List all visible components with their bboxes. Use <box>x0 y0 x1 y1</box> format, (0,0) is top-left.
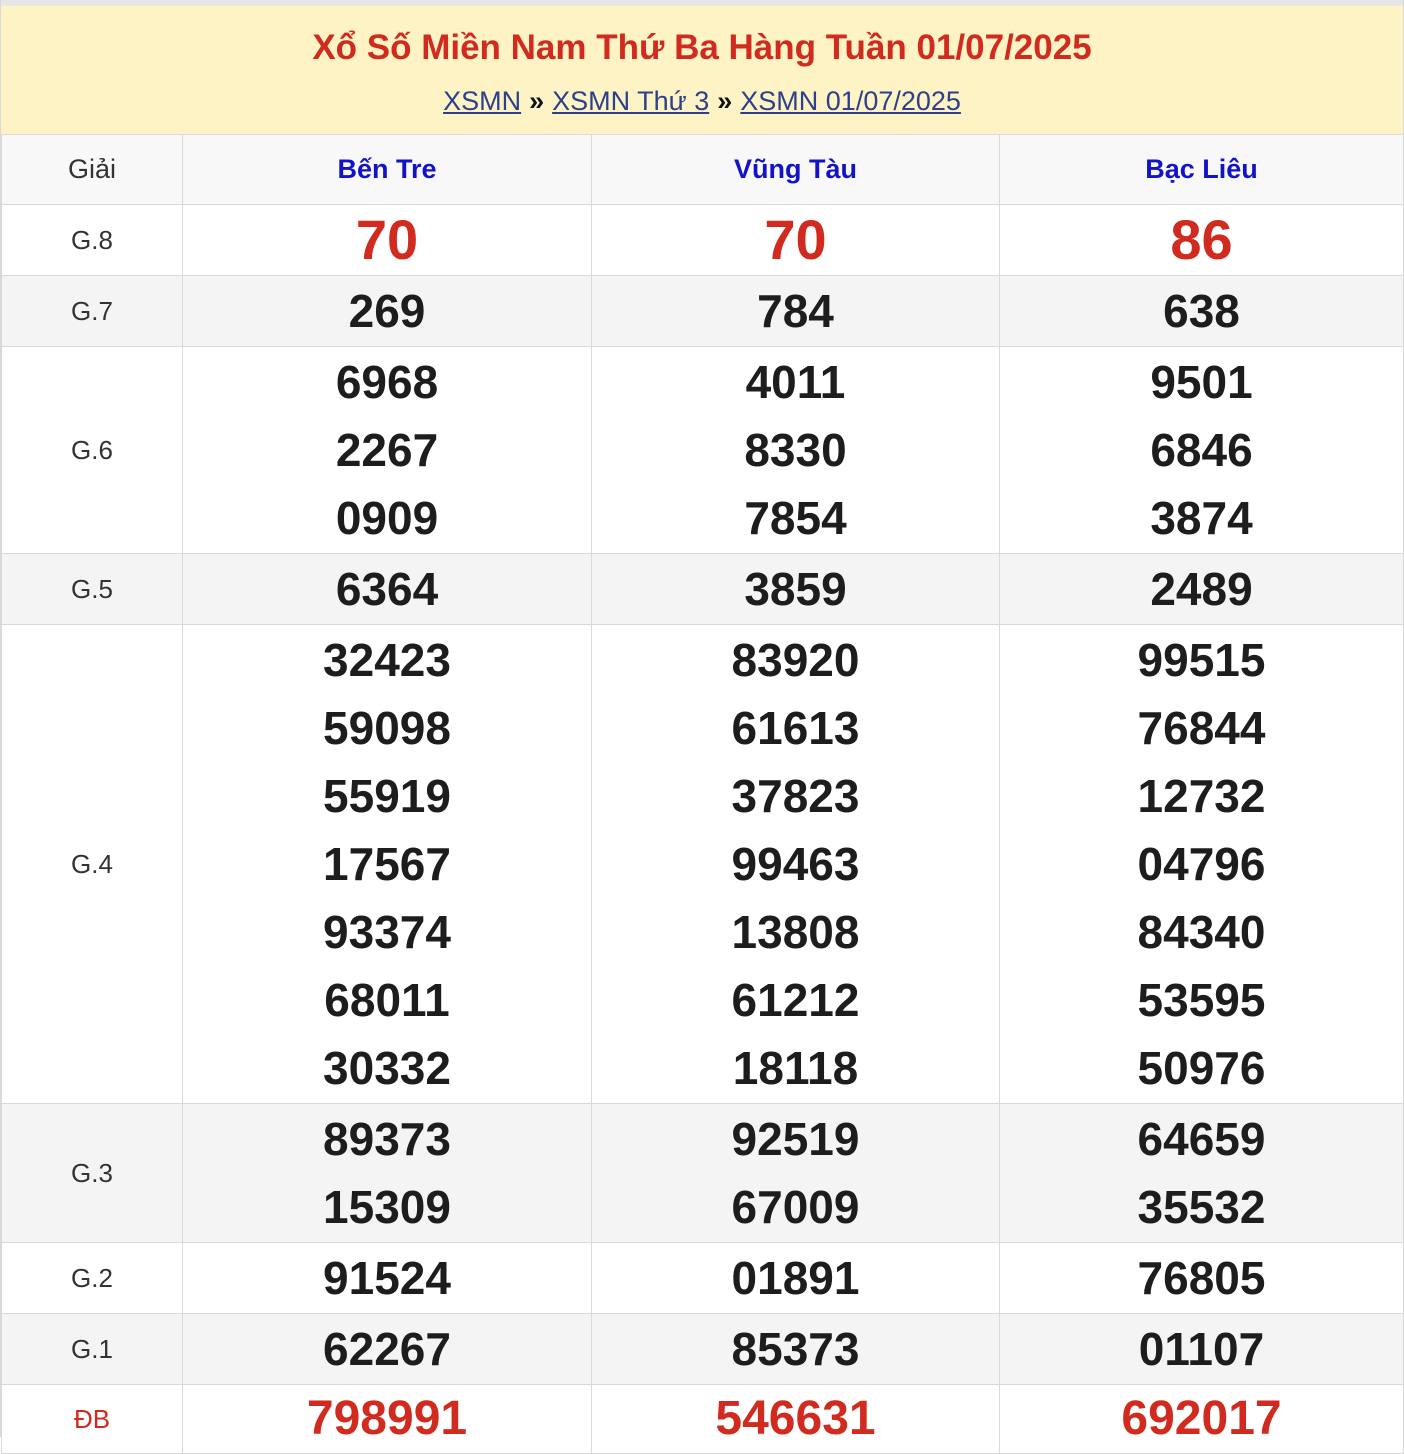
result-cell <box>592 1104 1000 1243</box>
prize-label: G.3 <box>71 1157 113 1188</box>
prize-label-cell <box>2 1104 183 1243</box>
result-cell <box>183 347 592 554</box>
prize-label: G.8 <box>71 224 113 255</box>
result-number: 85373 <box>731 1323 860 1375</box>
province-header-ben-tre <box>183 135 592 205</box>
prize-label: G.2 <box>71 1262 113 1293</box>
result-number: 83920 <box>731 634 860 686</box>
province-link-vung-tau[interactable]: Vũng Tàu <box>734 154 857 184</box>
result-number: 6364 <box>335 563 439 615</box>
result-number: 7854 <box>744 492 847 544</box>
prize-label-cell <box>2 625 183 1104</box>
result-cell <box>183 1243 592 1314</box>
prize-row <box>2 1243 1404 1314</box>
result-number: 70 <box>355 208 419 271</box>
result-number: 8330 <box>744 424 847 476</box>
result-number: 01891 <box>731 1252 860 1304</box>
prize-label-cell <box>2 1243 183 1314</box>
result-cell <box>1000 1314 1404 1385</box>
result-number: 2267 <box>335 424 439 476</box>
results-header <box>1 0 1403 134</box>
result-number: 35532 <box>1137 1181 1266 1233</box>
result-cell <box>183 554 592 625</box>
result-number: 01107 <box>1138 1323 1265 1375</box>
result-cell <box>592 347 1000 554</box>
province-link-ben-tre[interactable]: Bến Tre <box>337 154 437 184</box>
result-cell <box>592 554 1000 625</box>
breadcrumb <box>1 84 1403 118</box>
prize-label: G.4 <box>71 848 113 879</box>
result-number: 18118 <box>732 1042 859 1094</box>
result-number: 92519 <box>731 1113 860 1165</box>
result-number: 37823 <box>731 770 860 822</box>
result-cell <box>1000 276 1404 347</box>
prize-label: G.7 <box>71 295 113 326</box>
prize-label: G.6 <box>71 434 113 465</box>
result-number: 6968 <box>335 356 439 408</box>
prize-row <box>2 347 1404 554</box>
result-number: 99463 <box>731 838 860 890</box>
prize-row <box>2 554 1404 625</box>
table-header-row <box>2 135 1404 205</box>
result-cell <box>183 1385 592 1454</box>
result-number: 6846 <box>1150 424 1253 476</box>
result-number: 84340 <box>1137 906 1266 958</box>
prize-label: G.5 <box>71 573 113 604</box>
breadcrumb-link-xsmn-thu-3[interactable]: XSMN Thứ 3 <box>552 86 710 116</box>
province-link-bac-lieu[interactable]: Bạc Liêu <box>1145 154 1258 184</box>
result-number: 692017 <box>1121 1392 1282 1445</box>
result-number: 32423 <box>323 634 451 686</box>
prize-row <box>2 1385 1404 1454</box>
prize-column-header-label: Giải <box>67 154 116 184</box>
result-number: 70 <box>764 208 827 271</box>
result-number: 64659 <box>1137 1113 1266 1165</box>
result-number: 04796 <box>1137 838 1266 890</box>
result-cell <box>592 1385 1000 1454</box>
result-cell <box>1000 1104 1404 1243</box>
result-cell <box>592 1314 1000 1385</box>
result-number: 3874 <box>1150 492 1253 544</box>
result-cell <box>183 1104 592 1243</box>
breadcrumb-link-xsmn-date[interactable]: XSMN 01/07/2025 <box>740 86 961 116</box>
result-number: 17567 <box>323 838 451 890</box>
result-cell <box>592 276 1000 347</box>
result-cell <box>183 1314 592 1385</box>
prize-row <box>2 205 1404 276</box>
result-number: 798991 <box>306 1392 468 1445</box>
result-number: 30332 <box>323 1042 451 1094</box>
result-number: 784 <box>757 285 834 337</box>
result-cell <box>592 205 1000 276</box>
result-cell <box>183 625 592 1104</box>
prize-label-cell <box>2 205 183 276</box>
result-number: 2489 <box>1150 563 1253 615</box>
result-number: 53595 <box>1137 974 1266 1026</box>
result-number: 61212 <box>731 974 860 1026</box>
breadcrumb-link-xsmn[interactable]: XSMN <box>443 86 522 116</box>
prize-column-header <box>2 135 183 205</box>
results-table <box>1 134 1404 1454</box>
result-number: 13808 <box>731 906 860 958</box>
result-cell <box>592 625 1000 1104</box>
prize-label-cell <box>2 347 183 554</box>
prize-row <box>2 1104 1404 1243</box>
prize-label-cell <box>2 276 183 347</box>
prize-row <box>2 1314 1404 1385</box>
page-title: Xổ Số Miền Nam Thứ Ba Hàng Tuần 01/07/2025 <box>312 28 1092 67</box>
result-number: 86 <box>1170 208 1233 271</box>
result-number: 4011 <box>745 356 846 408</box>
result-number: 67009 <box>731 1181 860 1233</box>
result-number: 93374 <box>323 906 451 958</box>
result-number: 59098 <box>323 702 451 754</box>
prize-row <box>2 625 1404 1104</box>
prize-row <box>2 276 1404 347</box>
province-header-vung-tau <box>592 135 1000 205</box>
result-cell <box>1000 205 1404 276</box>
result-cell <box>183 205 592 276</box>
result-number: 0909 <box>335 492 439 544</box>
province-header-bac-lieu <box>1000 135 1404 205</box>
result-cell <box>1000 554 1404 625</box>
result-number: 68011 <box>324 974 450 1026</box>
result-number: 269 <box>348 285 426 337</box>
result-cell <box>1000 347 1404 554</box>
result-number: 61613 <box>731 702 860 754</box>
result-number: 50976 <box>1137 1042 1266 1094</box>
breadcrumb-separator: » <box>717 86 733 116</box>
result-number: 62267 <box>323 1323 451 1375</box>
result-cell <box>1000 625 1404 1104</box>
result-cell <box>1000 1243 1404 1314</box>
result-cell <box>183 276 592 347</box>
result-number: 3859 <box>744 563 847 615</box>
result-number: 76844 <box>1137 702 1266 754</box>
result-number: 55919 <box>323 770 451 822</box>
result-number: 15309 <box>323 1181 451 1233</box>
result-number: 9501 <box>1150 356 1253 408</box>
result-number: 546631 <box>715 1392 876 1445</box>
result-cell <box>1000 1385 1404 1454</box>
prize-label-cell <box>2 554 183 625</box>
result-number: 76805 <box>1137 1252 1266 1304</box>
result-cell <box>592 1243 1000 1314</box>
result-number: 99515 <box>1137 634 1266 686</box>
result-number: 89373 <box>323 1113 451 1165</box>
breadcrumb-separator: » <box>529 86 545 116</box>
prize-label-cell <box>2 1385 183 1454</box>
result-number: 12732 <box>1137 770 1266 822</box>
result-number: 638 <box>1163 285 1240 337</box>
prize-label-cell <box>2 1314 183 1385</box>
prize-label: ĐB <box>73 1403 111 1434</box>
result-number: 91524 <box>323 1252 451 1304</box>
prize-label: G.1 <box>71 1333 113 1364</box>
